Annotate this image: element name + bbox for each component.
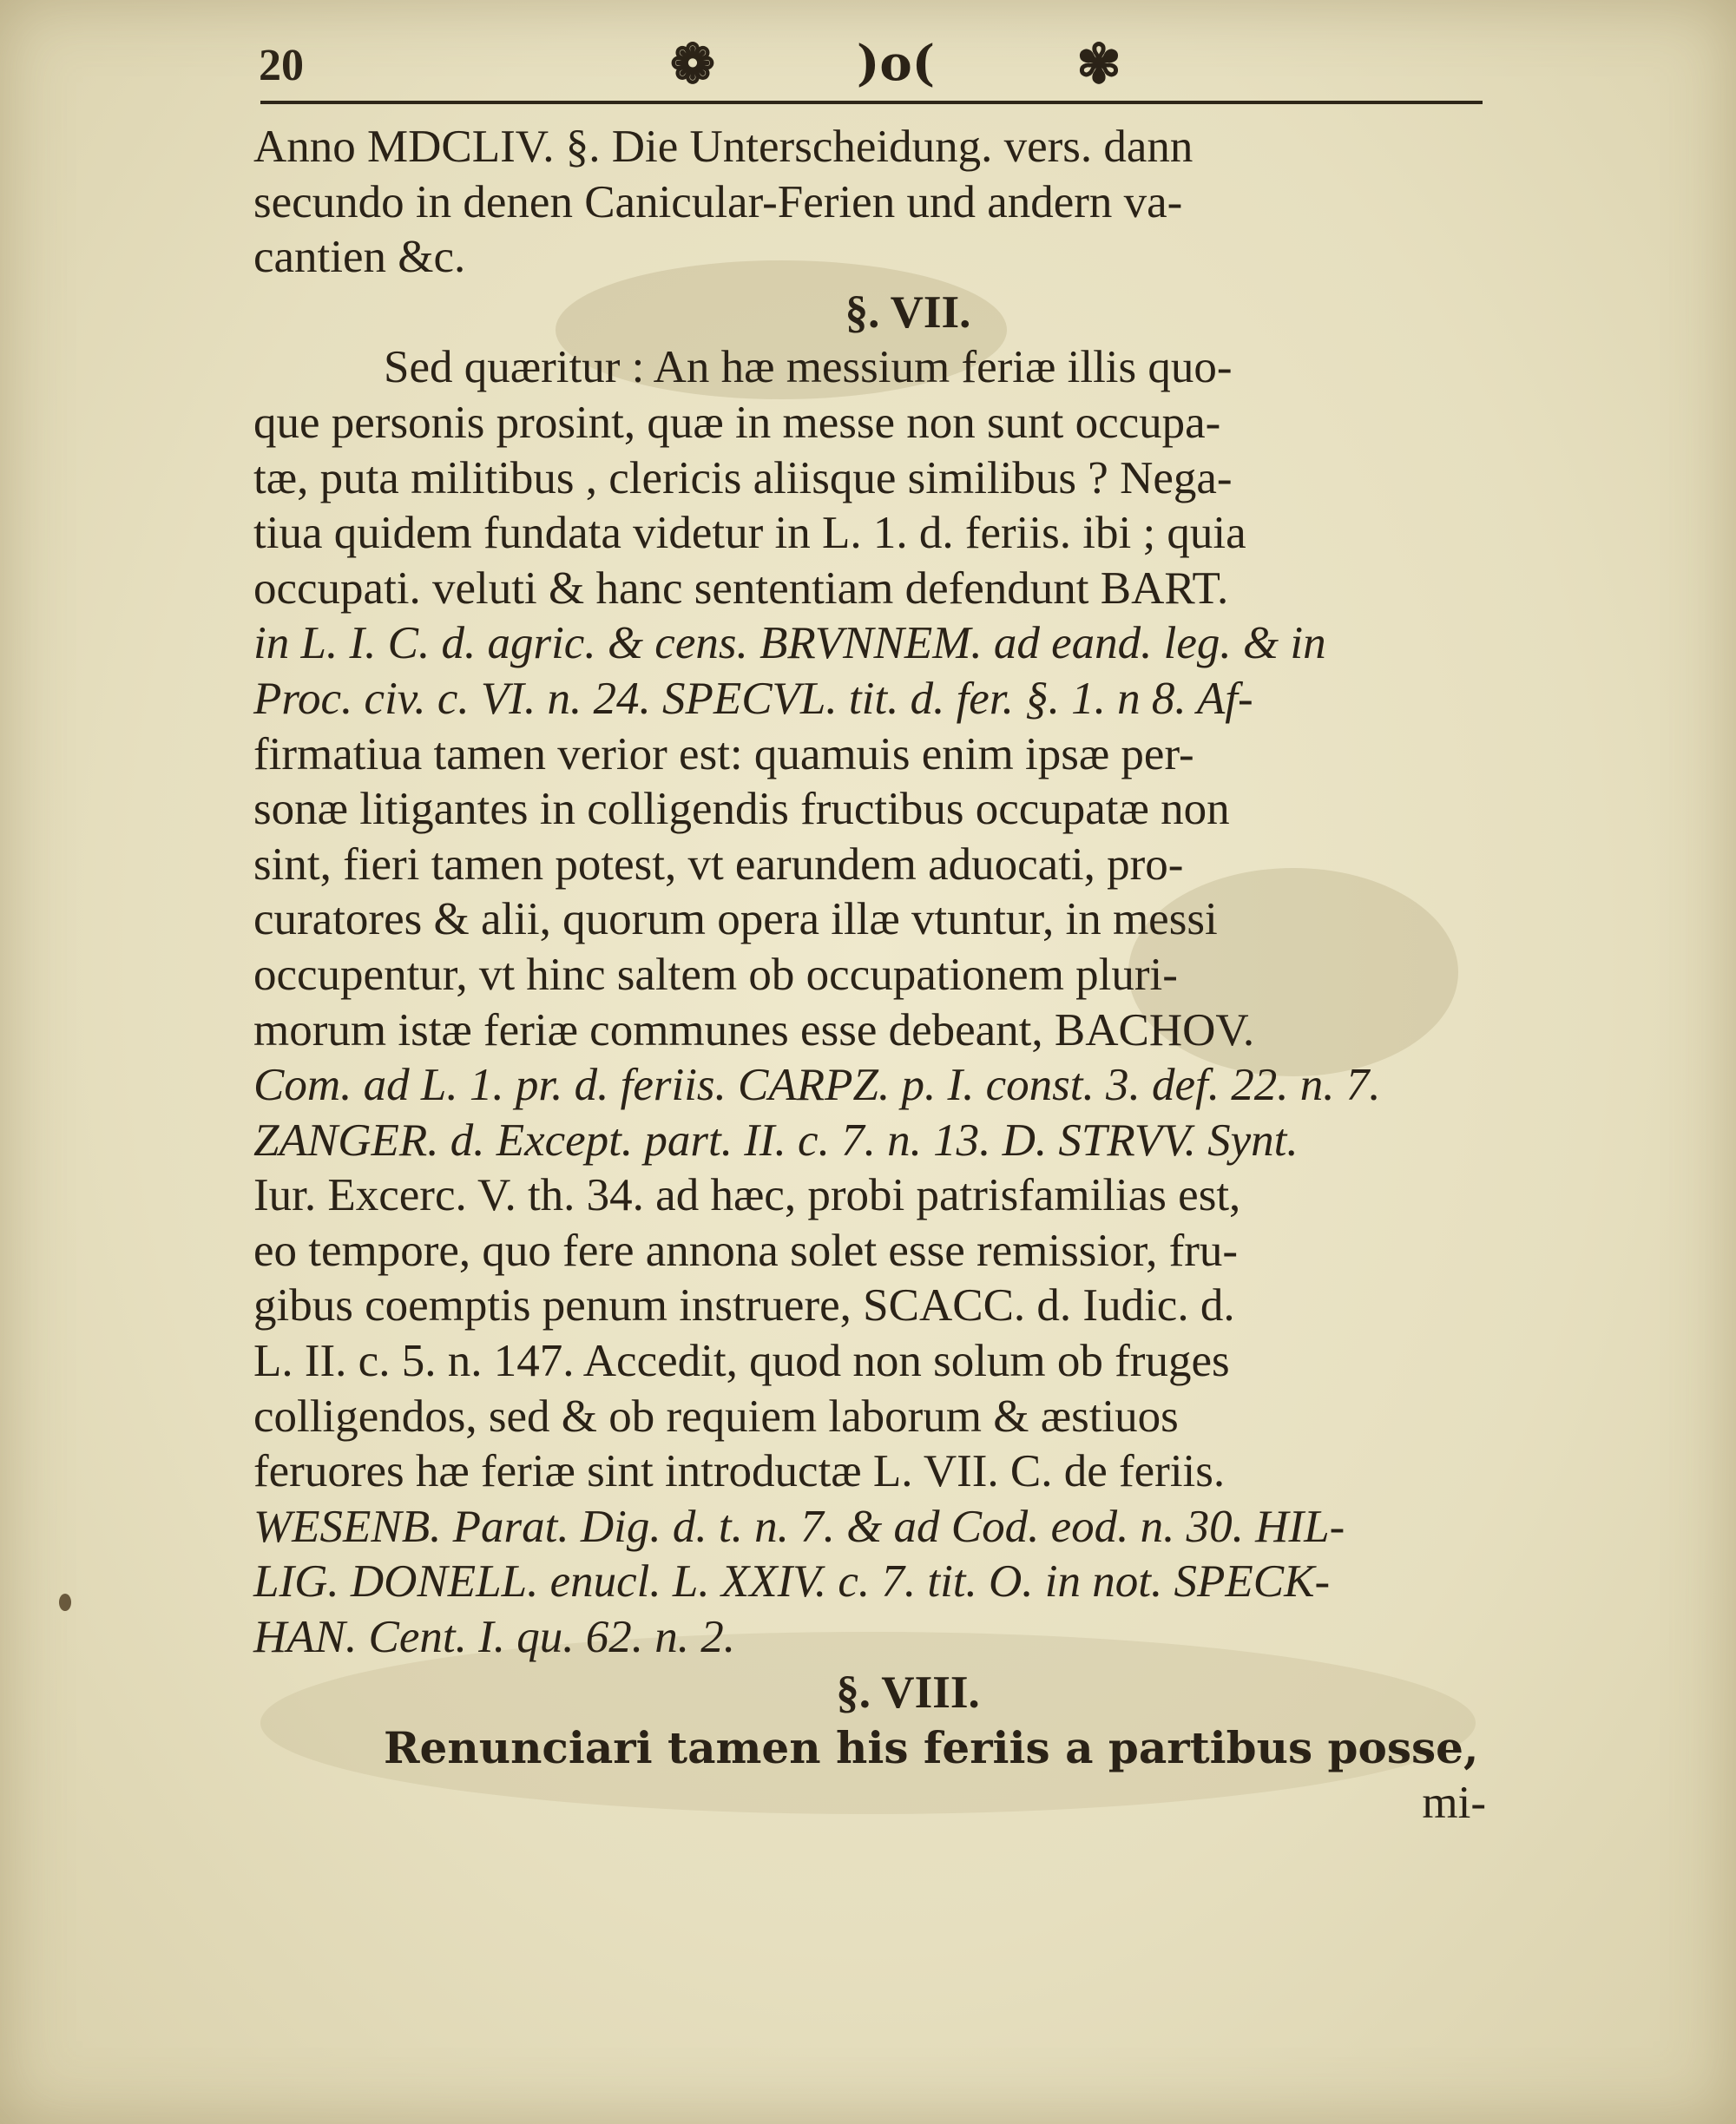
text-line: firmatiua tamen verior est: quamuis enim ipsæ per- (253, 728, 1194, 779)
text-line: curatores & alii, quorum opera illæ vtuntur, in messi (253, 894, 1218, 945)
text-line: Com. ad L. 1. pr. d. feriis. CARPZ. p. I. const. 3. def. 22. n. 7. (253, 1060, 1381, 1111)
text-line: eo tempore, quo fere annona solet esse remissior, fru- (253, 1225, 1239, 1276)
text-line: tæ, puta militibus , clericis aliisque similibus ? Nega- (253, 452, 1233, 503)
text-line: cantien &c. (253, 232, 466, 283)
text-line: ZANGER. d. Except. part. II. c. 7. n. 13. D. STRVV. Synt. (253, 1115, 1299, 1166)
center-ornament: )o( (856, 35, 936, 92)
text-line: LIG. DONELL. enucl. L. XXIV. c. 7. tit. O. in not. SPECK- (253, 1556, 1331, 1608)
text-line: Proc. civ. c. VI. n. 24. SPECVL. tit. d. fer. §. 1. n 8. Af- (253, 673, 1253, 724)
text-line: occupentur, vt hinc saltem ob occupationem pluri- (253, 949, 1178, 1000)
catchword: mi- (1422, 1777, 1486, 1828)
text-line: gibus coemptis penum instruere, SCACC. d. Iudic. d. (253, 1280, 1235, 1332)
text-line: Iur. Excerc. V. th. 34. ad hæc, probi patrisfamilias est, (253, 1170, 1241, 1221)
text-line: feruores hæ feriæ sint introductæ L. VII. C. de feriis. (253, 1446, 1226, 1497)
text-line: Renunciari tamen his feriis a partibus posse, (384, 1722, 1479, 1774)
header-ornament (670, 33, 1121, 94)
section-heading: §. VII. (845, 286, 971, 338)
section-heading: §. VIII. (836, 1667, 980, 1718)
body-text (253, 120, 1502, 1831)
page-header (253, 33, 1483, 102)
text-line: WESENB. Parat. Dig. d. t. n. 7. & ad Cod. eod. n. 30. HIL- (253, 1501, 1345, 1552)
text-line: que personis prosint, quæ in messe non sunt occupa- (253, 397, 1221, 448)
text-line: secundo in denen Canicular-Ferien und andern va- (253, 176, 1183, 227)
flower-ornament-icon: ❁ (670, 31, 715, 95)
text-line: L. II. c. 5. n. 147. Accedit, quod non solum ob fruges (253, 1336, 1230, 1387)
text-line: occupati. veluti & hanc sententiam defendunt BART. (253, 562, 1229, 614)
text-line: tiua quidem fundata videtur in L. 1. d. feriis. ibi ; quia (253, 508, 1246, 559)
text-line: sint, fieri tamen potest, vt earundem aduocati, pro- (253, 838, 1184, 890)
page-number: 20 (259, 41, 304, 90)
text-line: morum istæ feriæ communes esse debeant, BACHOV. (253, 1004, 1255, 1055)
text-line: sonæ litigantes in colligendis fructibus occupatæ non (253, 784, 1230, 835)
text-line: HAN. Cent. I. qu. 62. n. 2. (253, 1612, 735, 1663)
header-rule (260, 101, 1483, 104)
flower-ornament-icon: ✾ (1076, 31, 1121, 95)
paper-speck (59, 1594, 71, 1611)
text-line: in L. I. C. d. agric. & cens. BRVNNEM. ad eand. leg. & in (253, 618, 1326, 669)
text-line: Anno MDCLIV. §. Die Unterscheidung. vers. dann (253, 122, 1194, 172)
text-line: Sed quæritur : An hæ messium feriæ illis quo- (384, 342, 1233, 393)
text-line: colligendos, sed & ob requiem laborum & æstiuos (253, 1391, 1179, 1442)
